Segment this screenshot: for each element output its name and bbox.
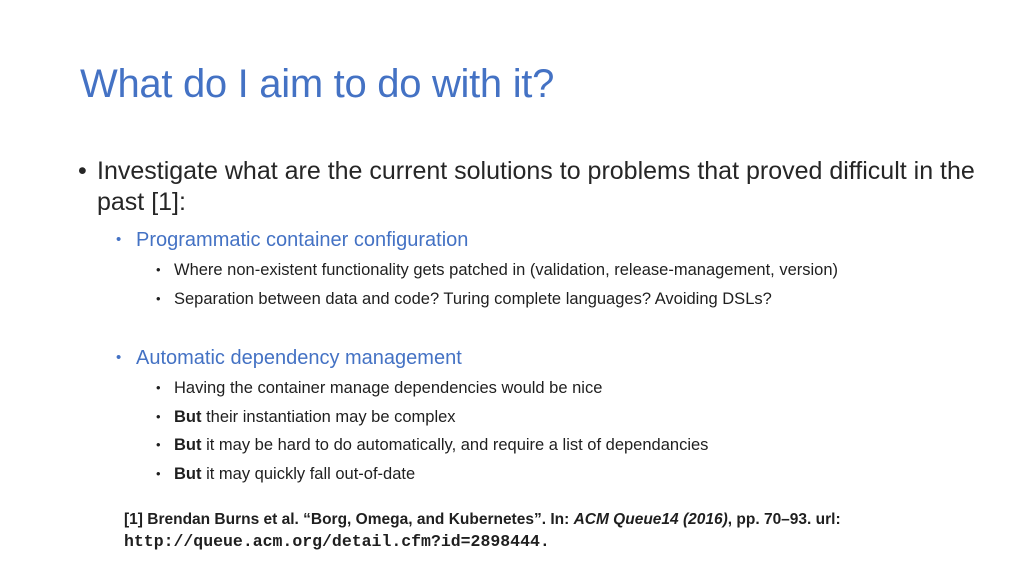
list-item-emphasis: But <box>174 408 202 426</box>
list-item <box>156 377 602 399</box>
reference-url[interactable]: http://queue.acm.org/detail.cfm?id=2898444. <box>124 532 550 551</box>
list-item <box>156 259 838 281</box>
list-item-text <box>174 377 602 399</box>
list-item-body: it may be hard to do automatically, and require a list of dependancies <box>201 436 709 454</box>
bullet-marker: • <box>116 231 122 248</box>
list-item-body: it may quickly fall out-of-date <box>201 465 416 483</box>
bullet-config <box>116 227 468 253</box>
bullet-main-text: Investigate what are the current solutions to problems that proved difficult in the past [1]: <box>97 157 975 216</box>
list-item-emphasis: But <box>174 465 202 483</box>
reference-suffix: , pp. 70–93. url: <box>727 511 841 528</box>
bullet-marker: • <box>116 349 122 366</box>
bullet-config-label: Programmatic container configuration <box>136 229 469 251</box>
slide-title: What do I aim to do with it? <box>80 62 555 106</box>
list-item-text <box>174 434 708 456</box>
list-item-text <box>174 406 456 428</box>
bullet-deps <box>116 345 462 371</box>
list-item <box>156 288 772 310</box>
bullet-deps-label: Automatic dependency management <box>136 347 462 369</box>
list-item-body: their instantiation may be complex <box>201 408 456 426</box>
bullet-marker: • <box>78 157 87 185</box>
bullet-marker: • <box>156 466 161 481</box>
bullet-marker: • <box>156 437 161 452</box>
reference-prefix: [1] Brendan Burns et al. “Borg, Omega, and Kubernetes”. In: <box>124 511 574 528</box>
list-item-body: Having the container manage dependencies would be nice <box>174 379 603 397</box>
list-item-text: Where non-existent functionality gets patched in (validation, release-management, version) <box>174 261 839 279</box>
bullet-marker: • <box>156 380 161 395</box>
list-item-text <box>174 463 415 485</box>
list-item <box>156 406 456 428</box>
bullet-marker: • <box>156 291 161 306</box>
reference-citation <box>124 509 841 531</box>
list-item-emphasis: But <box>174 436 202 454</box>
list-item <box>156 463 415 485</box>
list-item <box>156 434 708 456</box>
bullet-marker: • <box>156 262 161 277</box>
bullet-marker: • <box>156 409 161 424</box>
list-item-text: Separation between data and code? Turing complete languages? Avoiding DSLs? <box>174 290 772 308</box>
reference-journal: ACM Queue14 (2016) <box>573 511 728 528</box>
bullet-main <box>78 156 978 218</box>
